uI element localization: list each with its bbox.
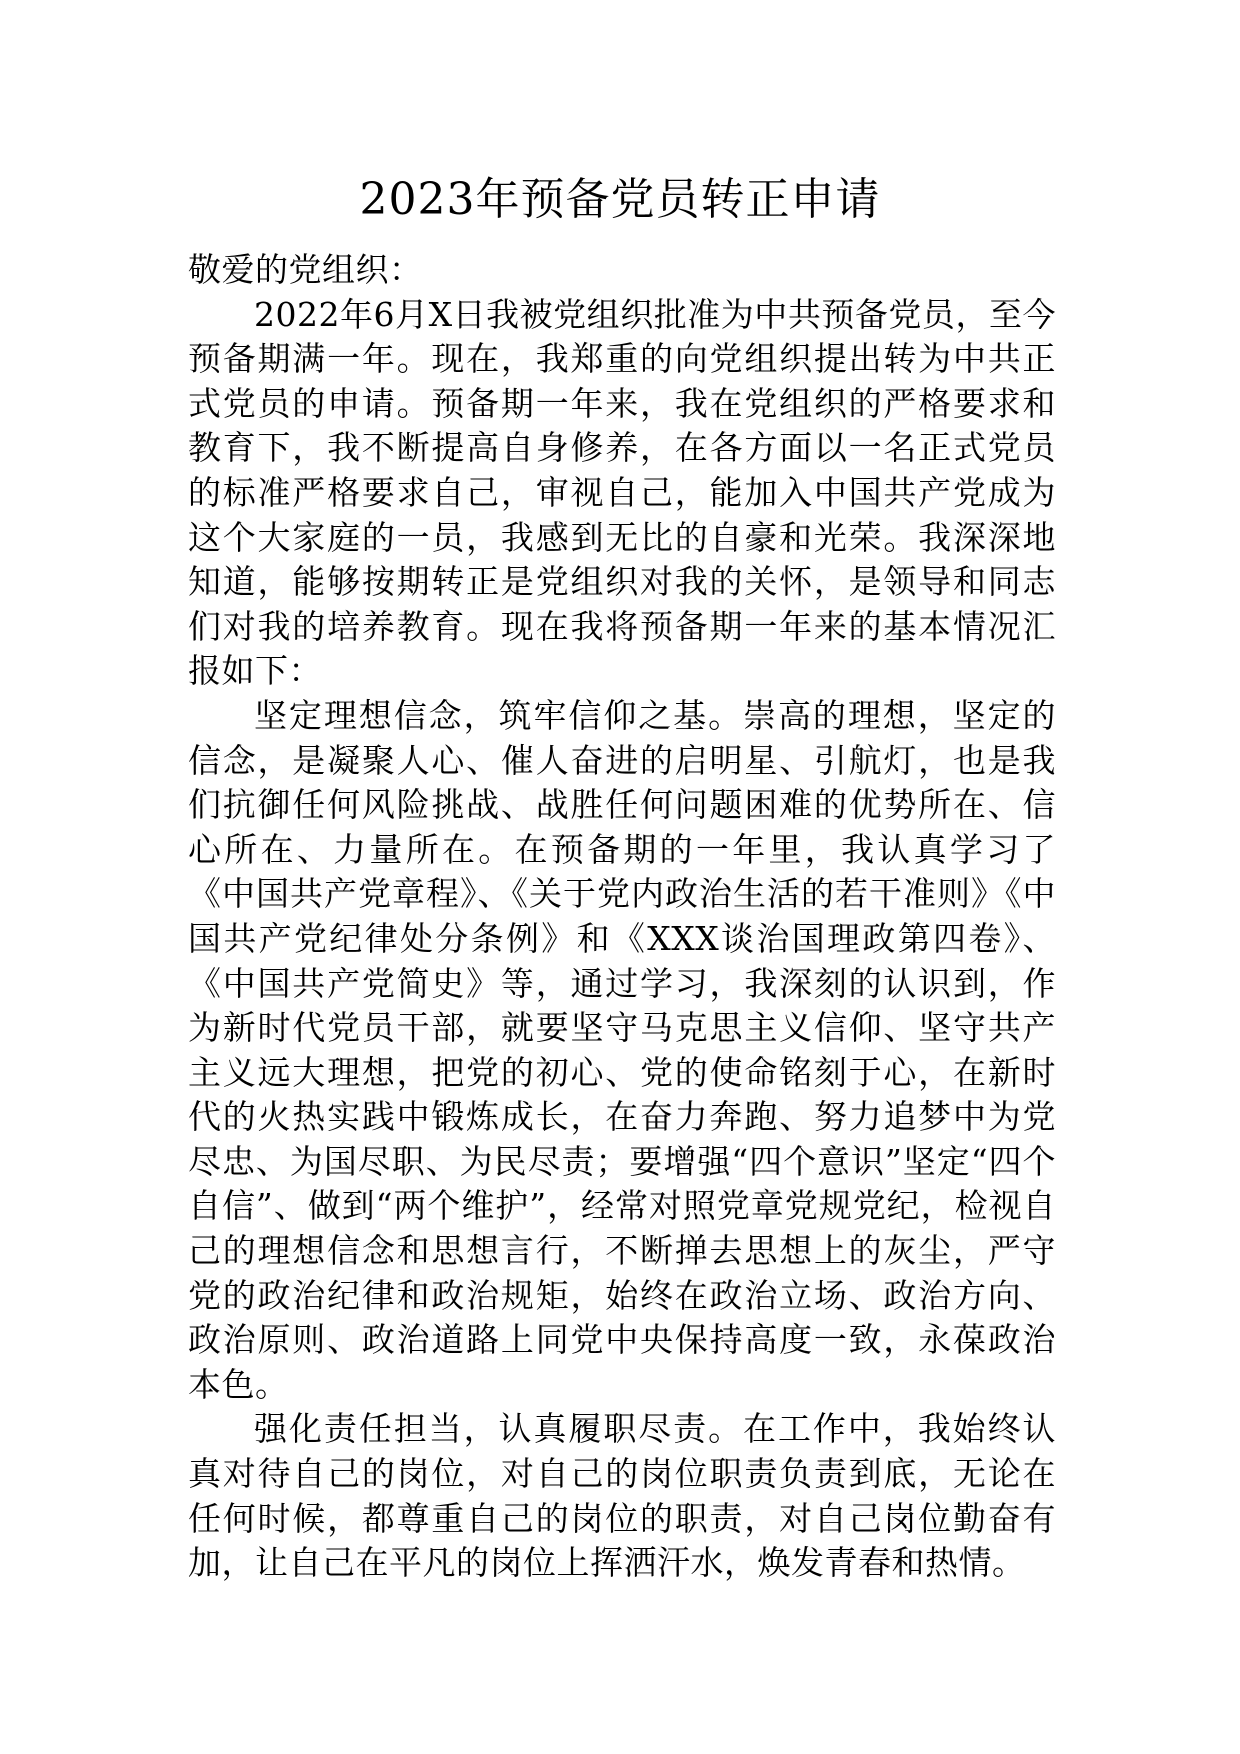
document-body (188, 248, 1056, 1586)
salutation: 敬爱的党组织： (188, 250, 423, 289)
page-title: 2023年预备党员转正申请 (359, 174, 881, 225)
paragraph-intro: 2022年6月X日我被党组织批准为中共预备党员，至今预备期满一年。现在，我郑重的向党组织提出转为中共正式党员的申请。预备期一年来，我在党组织的严格要求和教育下，我不断提高自身修养，在各方面以一名正式党员的标准严格要求自己，审视自己，能加入中国共产党成为这个大家庭的一员，我感到无比的自豪和光荣。我深深地知道，能够按期转正是党组织对我的关怀，是领导和同志们对我的培养教育。现在我将预备期一年来的基本情况汇报如下： (188, 294, 1056, 691)
paragraph-ideals: 坚定理想信念，筑牢信仰之基。崇高的理想，坚定的信念，是凝聚人心、催人奋进的启明星、引航灯，也是我们抗御任何风险挑战、战胜任何问题困难的优势所在、信心所在、力量所在。在预备期的一年里，我认真学习了《中国共产党章程》、《关于党内政治生活的若干准则》《中国共产党纪律处分条例》和《XXX谈治国理政第四卷》、《中国共产党简史》等，通过学习，我深刻的认识到，作为新时代党员干部，就要坚守马克思主义信仰、坚守共产主义远大理想，把党的初心、党的使命铭刻于心，在新时代的火热实践中锻炼成长，在奋力奔跑、努力追梦中为党尽忠、为国尽职、为民尽责；要增强“四个意识”坚定“四个自信”、做到“两个维护”，经常对照党章党规党纪，检视自己的理想信念和思想言行，不断掸去思想上的灰尘，严守党的政治纪律和政治规矩，始终在政治立场、政治方向、政治原则、政治道路上同党中央保持高度一致，永葆政治本色。 (188, 695, 1056, 1404)
paragraph-responsibility: 强化责任担当，认真履职尽责。在工作中，我始终认真对待自己的岗位，对自己的岗位职责负责到底，无论在任何时候，都尊重自己的岗位的职责，对自己岗位勤奋有加，让自己在平凡的岗位上挥洒汗水，焕发青春和热情。 (188, 1409, 1056, 1583)
